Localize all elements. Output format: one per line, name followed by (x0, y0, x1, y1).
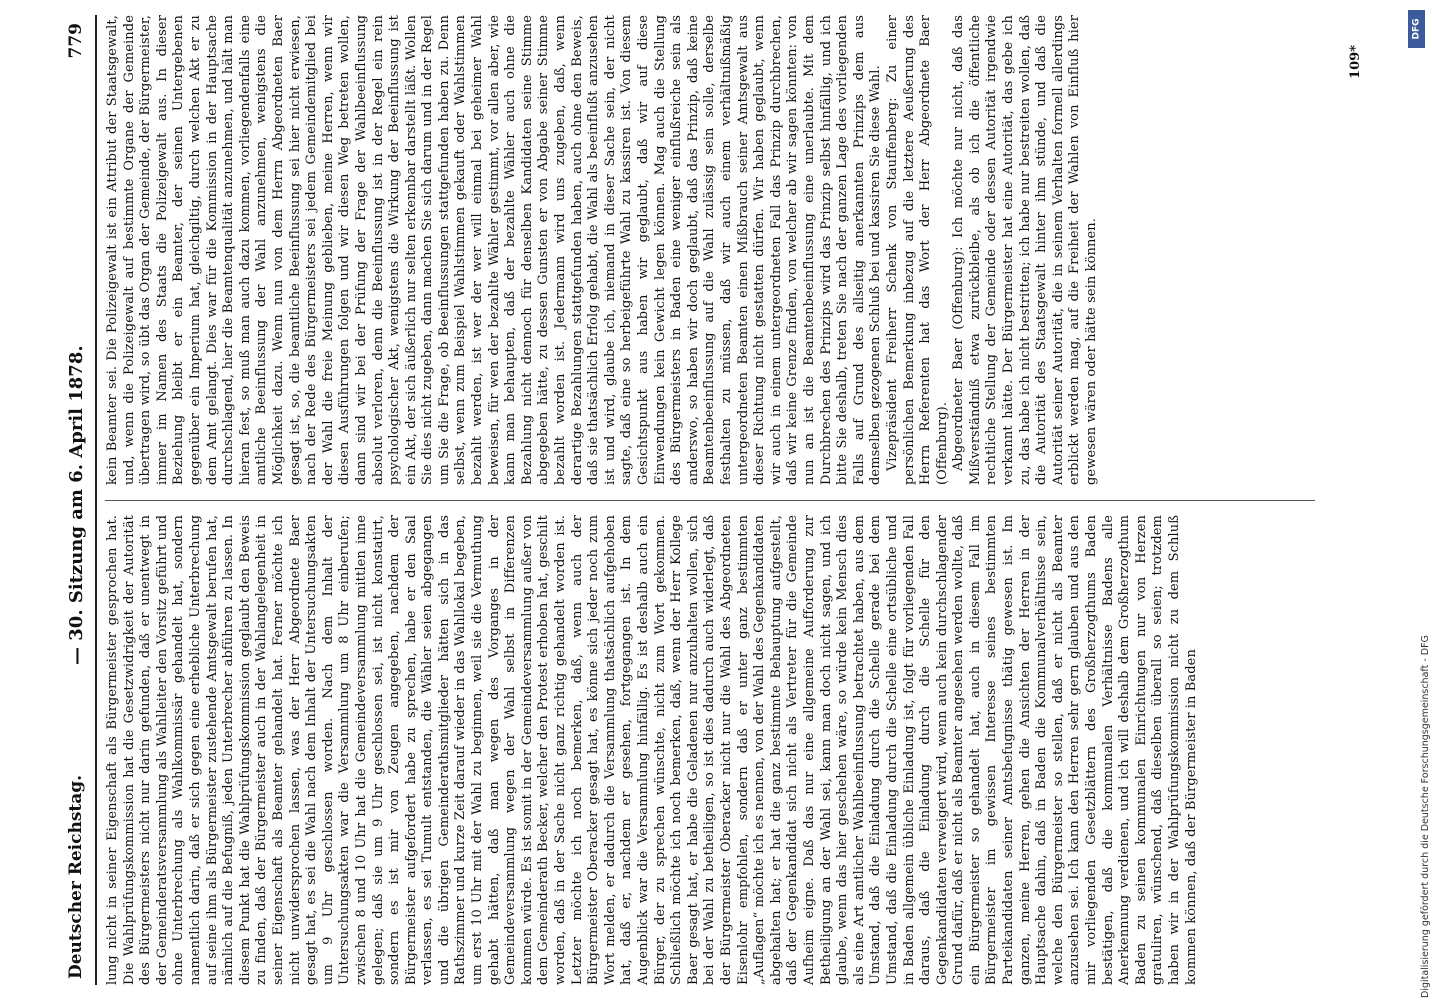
digitization-credit: Digitalisierung gefördert durch die Deutsche Forschungsgemeinschaft - DFG (1420, 635, 1431, 998)
column-divider (105, 500, 1315, 501)
paragraph: Abgeordneter Baer (Offenburg): Ich möchte nur nicht, daß das Mißverständniß etwa zurückbleibe, als ob ich die öffentliche rechtliche Stellung der Gemeinde oder dessen Autorität irgendwie verkannt hätte. Der Bürgermeister hat eine Autorität, das gebe ich zu, das habe ich nicht bestritten; ich habe nur bestreiten wollen, daß die Autorität des Staatsgewalt hinter ihm stünde, und daß die Autorität seiner Autorität, die in seinem Verhalten formell allerdings erblickt werden mag, auf die Freiheit der Wahlen von Einfluß hier gewesen wären oder hätte sein können. (951, 15, 1100, 485)
paragraph: lung nicht in seiner Eigenschaft als Bürgermeister gesprochen hat. Die Wahlprüfungskommission hat die Gesetzwidrigkeit der Autorität des Bürgermeisters nicht nur darin gefunden, daß er unentwegt in der Gemeinderatsversammlung als Wahlleiter den Vorsitz geführt und ohne Unterbrechung als Wahlkommissär gehandelt hat, sondern namentlich darin, daß er sich gegen eine erhebliche Unterbrechung auf seine ihm als Bürgermeister zustehende Amtsgewalt berufen hat, nämlich auf die Befugniß, jeden Unterbrecher abführen zu lassen. In diesem Punkt hat die Wahlprüfungskommission geglaubt den Beweis zu finden, daß der Bürgermeister auch in der Wahlangelegenheit in seiner Eigenschaft als Beamter gehandelt hat. Ferner möchte ich nicht unwidersprochen lassen, was der Herr Abgeordnete Baer gesagt hat, es sei die Wahl nach dem Inhalt der Untersuchungsakten um 9 Uhr geschlossen worden. Nach dem Inhalt der Untersuchungsakten war die Versammlung um 8 Uhr einberufen; zwischen 8 und 10 Uhr hat die Gemeindeversammlung mittlen inne gelegen; daß sie um 9 Uhr geschlossen sei, ist nicht konstatirt, sondern es ist mir von Zeugen angegeben, nachdem der Bürgermeister aufgefordert habe zu sprechen, habe er den Saal verlassen, es sei Tumult entstanden, die Wähler seien abgegangen und die übrigen Gemeinderathsmitglieder hätten sich in das Rathszimmer und kurze Zeit darauf wieder in das Wahllokal begeben, um erst 10 Uhr mit der Wahl zu beginnen, weil sie die Vermuthung gehabt hätten, daß man wegen des Vorganges in der Gemeindeversammlung wegen der Wahl selbst in Differenzen kommen würde. Es ist somit in der Gemeindeversammlung außer von dem Gemeinderath Becker, welcher den Protest erhoben hat, geschilt worden, daß in der Sache nicht ganz richtig gehandelt worden ist. Letzter möchte ich noch bemerken, daß, wenn auch der Bürgermeister Oberacker gesagt hat, es könne sich jeder noch zum Wort melden, er dadurch die Versammlung thatsächlich aufgehoben hat, daß er, nachdem er gesehen, fortgegangen ist. In dem Augenblick war die Versammlung hinfällig. Es ist deshalb auch ein Bürger, der zu sprechen wünschte, nicht zum Wort gekommen. Schließlich möchte ich noch bemerken, daß, wenn der Herr Kollege Baer gesagt hat, er habe die Geladenen nur anzuhalten wollen, sich bei der Wahl zu betheiligen, so ist dies dadurch auch widerlegt, daß der Bürgermeister Oberacker nicht nur die Wahl des Abgeordneten Eisenlohr empfohlen, sondern daß er unter ganz bestimmten „Auflagen“ möchte ich es nennen, von der Wahl des Gegenkandidaten abgehalten hat; er hat die ganz bestimmte Behauptung aufgestellt, daß der Gegenkandidat sich nicht als Vertreter für die Gemeinde Aufheim eigne. Daß das nur eine allgemeine Aufforderung zur Betheiligung an der Wahl sei, kann man doch nicht sagen, und ich glaube, wenn das hier geschehen wäre, so würde kein Mensch dies als eine Art amtlicher Wahlbeeinflussung betrachtet haben, aus dem Umstand, daß die Einladung durch die Schelle gerade bei dem Umstand, daß die Einladung durch die Schelle eine ortsübliche und in Baden allgemein übliche Einladung ist, folgt für vorliegenden Fall daraus, daß die Einladung durch die Schelle für den Gegenkandidaten verweigert wird, wenn auch kein durchschlagender Grund dafür, daß er nicht als Beamter angesehen werden wollte, daß ein Bürgermeister so gehandelt hat, auch in diesem Fall im Bürgermeister im gewissen Interesse seines bestimmten Parteikandidaten seiner Amtsbefugnisse thätig gewesen ist. Im ganzen, meine Herren, gehen die Ansichten der Herren in der Hauptsache dahin, daß in Baden die Kommunalverhältnisse sein, welche den Bürgermeister so stellen, daß er nicht als Beamter anzusehen sei. Ich kann den Herren sehr gern glauben und aus den mir vorliegenden Gesetzblättern des Großherzogthums Baden bestätigen, daß die kommunalen Verhältnisse Badens alle Anerkennung verdienen, und ich will deshalb dem Großherzogthum Baden zu seinen kommunalen Einrichtungen nur von Herzen gratuliren, wünschend, daß dieselben überall so seien; trotzdem haben wir in der Wahlprüfungskommission nicht zu dem Schluß kommen können, daß der Bürgermeister in Baden (105, 515, 1199, 985)
paragraph: Vizepräsident Freiherr Schenk von Stauffenberg: Zu einer persönlichen Bemerkung inbezug auf die letztere Aeußerung des Herrn Referenten hat das Wort der Herr Abgeordnete Baer (Offenburg). (884, 15, 950, 485)
page-number: 779 (66, 23, 86, 59)
rotated-page-content (60, 15, 1380, 985)
text-column-right (105, 15, 1355, 485)
header-publication: Deutscher Reichstag. (66, 774, 86, 979)
header-rule (95, 15, 97, 985)
printer-signature: 109* (1348, 45, 1363, 79)
header-session: — 30. Sitzung am 6. April 1878. (66, 345, 87, 665)
page-header (60, 15, 100, 985)
paragraph: kein Beamter sei. Die Polizeigewalt ist ein Attribut der Staatsgewalt, und, wenn die Polizeigewalt auf bestimmte Organe der Gemeinde übertragen wird, so übt das Organ der Gemeinde, der Bürgermeister, immer im Namen des Staats die Polizeigewalt aus. In dieser Beziehung bleibt er ein Beamter, der seinen Untergebenen gegenüber ein Imperium hat, gleichgiltig, durch welchen Akt er zu dem Amt gelangt. Dies war für die Kommission in der Hauptsache durchschlagend, hier die Beamtenqualität anzunehmen, und hält man hieran fest, so muß man auch dazu kommen, vorliegendenfalls eine amtliche Beeinflussung der Wahl anzunehmen, wenigstens die Möglichkeit dazu. Wenn nun von dem Herrn Abgeordneten Baer gesagt ist, so, die beamtliche Beeinflussung sei hier nicht erwiesen, nach der Rede des Bürgermeisters sei jedem Gemeindemitglied bei der Wahl die freie Meinung geblieben, meine Herren, wenn wir diesen Ausführungen folgen und wir diesen Weg betreten wollen, dann sind wir bei der Prüfung der Frage der Wahlbeeinflussung absolut verloren, denn die Beeinflussung ist in der Regel ein rein psychologischer Akt, wenigstens die Wirkung der Beeinflussung ist ein Akt, der sich äußerlich nur selten erkennbar darstellt läßt. Wollen Sie dies nicht zugeben, dann machen Sie sich darum und in der Regel um Sie die Frage, ob Beeinflussungen stattgefunden haben zu. Denn selbst, wenn zum Beispiel Wahlstimmen gekauft oder Wahlstimmen bezahlt werden, ist wer der wer will einmal bei geheimer Wahl beweisen, für wen der bezahlte Wähler gestimmt, vor allen aber, wie kann man behaupten, daß der bezahlte Wähler auch ohne die Bezahlung nicht dennoch für denselben Kandidaten seine Stimme abgegeben hätte, zu dessen Gunsten er von Abgabe seiner Stimme bezahlt worden ist. Jedermann wird uns zugeben, daß, wenn derartige Bezahlungen stattgefunden haben, auch ohne den Beweis, daß sie thatsächlich Erfolg gehabt, die Wahl als beeinflußt anzusehen ist und wird, glaube ich, niemand in dieser Sache sein, der nicht sagte, daß eine so herbeigeführte Wahl zu kassiren ist. Von diesem Gesichtspunkt aus haben wir geglaubt, daß wir auf diese Einwendungen kein Gewicht legen können. Mag auch die Stellung des Bürgermeisters in Baden eine weniger einflußreiche sein als anderswo, so haben wir doch geglaubt, daß das Prinzip, daß keine Beamtenbeeinflussung auf die Wahl zulässig sein solle, derselbe festhalten zu müssen, daß wir auch einem verhältnißmäßig untergeordneten Beamten einen Mißbrauch seiner Amtsgewalt aus dieser Richtung nicht gestatten dürfen. Wir haben geglaubt, wenn wir auch in einem untergeordneten Fall das Prinzip durchbrechen, daß wir keine Grenze finden, von welcher ab wir sagen könnten: von nun an ist die Beamtenbeeinflussung eine unerlaubte. Mit dem Durchbrechen des Prinzips wird das Prinzip selbst hinfällig, und ich bitte Sie deshalb, treten Sie nach der ganzen Lage des vorliegenden Falls auf Grund des allseitig anerkannten Prinzips dem aus demselben gezogenen Schluß bei und kassiren Sie diese Wahl. (105, 15, 884, 485)
text-column-left (105, 515, 1355, 985)
dfg-logo-text: DFG (1411, 18, 1422, 40)
